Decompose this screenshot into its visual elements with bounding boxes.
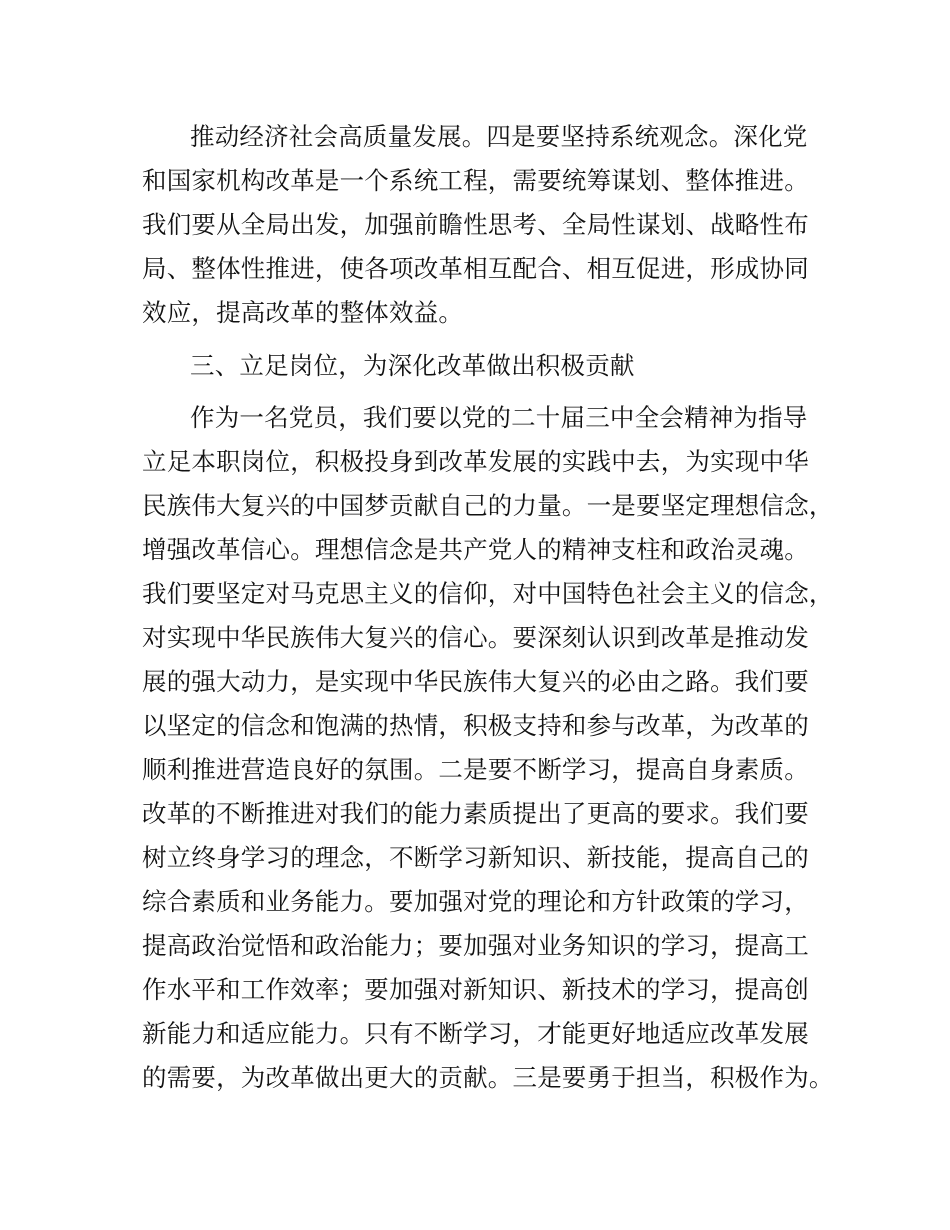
text-line: 我们要从全局出发，加强前瞻性思考、全局性谋划、战略性布 [142,210,809,239]
text-line: 和国家机构改革是一个系统工程，需要统筹谋划、整体推进。 [142,166,809,195]
text-line: 树立终身学习的理念，不断学习新知识、新技能，提高自己的 [142,843,809,872]
text-line: 推动经济社会高质量发展。四是要坚持系统观念。深化党 [190,122,808,151]
text-line: 顺利推进营造良好的氛围。二是要不断学习，提高自身素质。 [142,755,809,784]
text-line: 展的强大动力，是实现中华民族伟大复兴的必由之路。我们要 [142,667,809,696]
text-line: 民族伟大复兴的中国梦贡献自己的力量。一是要坚定理想信念， [142,491,834,520]
text-line: 局、整体性推进，使各项改革相互配合、相互促进，形成协同 [142,254,809,283]
text-line: 作水平和工作效率；要加强对新知识、新技术的学习，提高创 [142,975,809,1004]
text-line: 的需要，为改革做出更大的贡献。三是要勇于担当，积极作为。 [142,1063,834,1092]
text-line: 效应，提高改革的整体效益。 [142,298,464,327]
text-line: 提高政治觉悟和政治能力；要加强对业务知识的学习，提高工 [142,931,809,960]
text-line: 作为一名党员，我们要以党的二十届三中全会精神为指导 [190,403,808,432]
text-line: 以坚定的信念和饱满的热情，积极支持和参与改革，为改革的 [142,711,809,740]
text-line: 立足本职岗位，积极投身到改革发展的实践中去，为实现中华 [142,447,809,476]
text-line: 对实现中华民族伟大复兴的信心。要深刻认识到改革是推动发 [142,623,809,652]
text-line: 我们要坚定对马克思主义的信仰，对中国特色社会主义的信念， [142,579,834,608]
text-line: 新能力和适应能力。只有不断学习，才能更好地适应改革发展 [142,1019,809,1048]
text-line: 综合素质和业务能力。要加强对党的理论和方针政策的学习， [142,887,809,916]
text-line: 增强改革信心。理想信念是共产党人的精神支柱和政治灵魂。 [142,535,809,564]
text-line: 改革的不断推进对我们的能力素质提出了更高的要求。我们要 [142,799,809,828]
section-heading: 三、立足岗位，为深化改革做出积极贡献 [190,351,635,380]
